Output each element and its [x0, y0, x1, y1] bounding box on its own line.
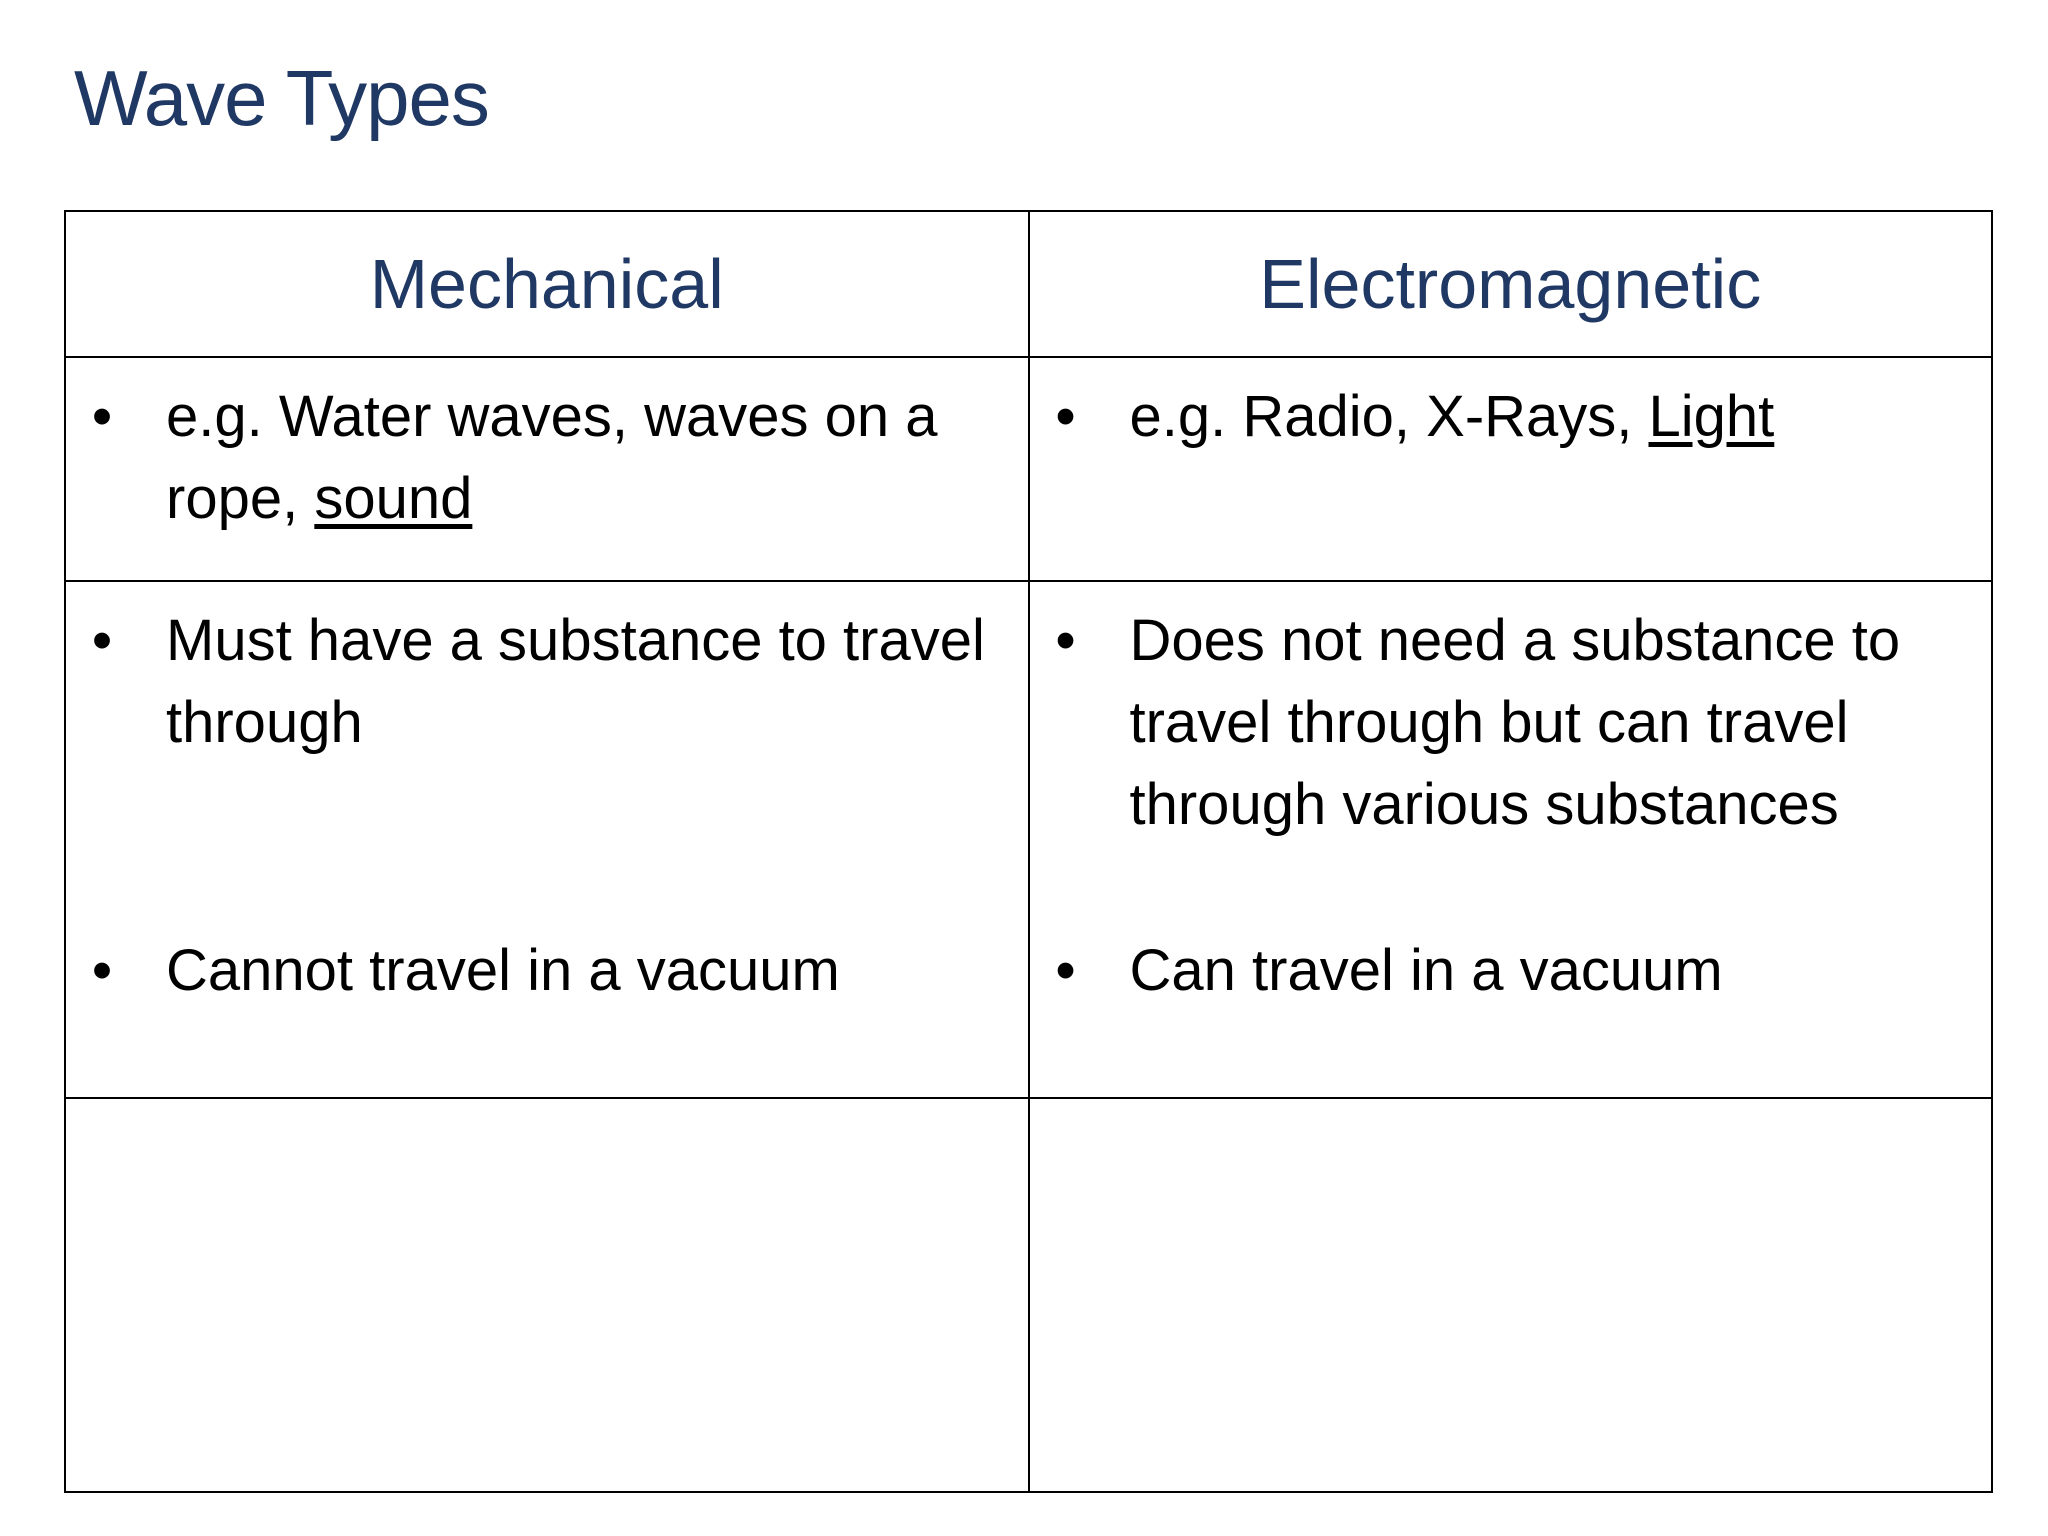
- list-item: [82, 376, 998, 540]
- property-text: Must have a substance to travel through: [166, 608, 985, 755]
- list-item: [1046, 600, 1962, 846]
- bullet-list: [66, 358, 1028, 540]
- cell-mechanical-medium: [65, 581, 1029, 1098]
- bullet-icon: •: [1055, 384, 1076, 449]
- table-row-medium: [65, 581, 1992, 1098]
- list-item: [1046, 376, 1962, 458]
- property-text: Can travel in a vacuum: [1129, 938, 1723, 1003]
- bullet-list: [66, 582, 1028, 1012]
- header-electromagnetic: Electromagnetic: [1029, 211, 1993, 357]
- cell-electromagnetic-empty: [1029, 1098, 1993, 1492]
- bullet-icon: •: [1055, 608, 1076, 673]
- slide-title: Wave Types: [74, 54, 489, 142]
- bullet-icon: •: [91, 384, 113, 449]
- bullet-icon: •: [1055, 938, 1076, 1003]
- cell-electromagnetic-medium: [1029, 581, 1993, 1098]
- cell-mechanical-examples: [65, 357, 1029, 581]
- bullet-list: [1030, 582, 1992, 1012]
- example-underlined-light: Light: [1648, 384, 1775, 449]
- cell-mechanical-empty: [65, 1098, 1029, 1492]
- property-text: Does not need a substance to travel through but can travel through various substances: [1129, 608, 1901, 837]
- bullet-icon: •: [91, 938, 113, 1003]
- list-item: [1046, 930, 1962, 1012]
- table-header-row: [65, 211, 1992, 357]
- list-item: [82, 600, 998, 764]
- table-row-empty: [65, 1098, 1992, 1492]
- cell-electromagnetic-examples: [1029, 357, 1993, 581]
- bullet-list: [1030, 358, 1992, 458]
- list-item: [82, 930, 998, 1012]
- example-text: e.g. Water waves, waves on a rope,: [166, 384, 938, 531]
- wave-types-table: [64, 210, 1993, 1493]
- table-row-examples: [65, 357, 1992, 581]
- property-text: Cannot travel in a vacuum: [166, 938, 840, 1003]
- bullet-icon: •: [91, 608, 113, 673]
- example-underlined-sound: sound: [314, 466, 473, 531]
- example-text: e.g. Radio, X-Rays,: [1129, 384, 1649, 449]
- header-mechanical: Mechanical: [65, 211, 1029, 357]
